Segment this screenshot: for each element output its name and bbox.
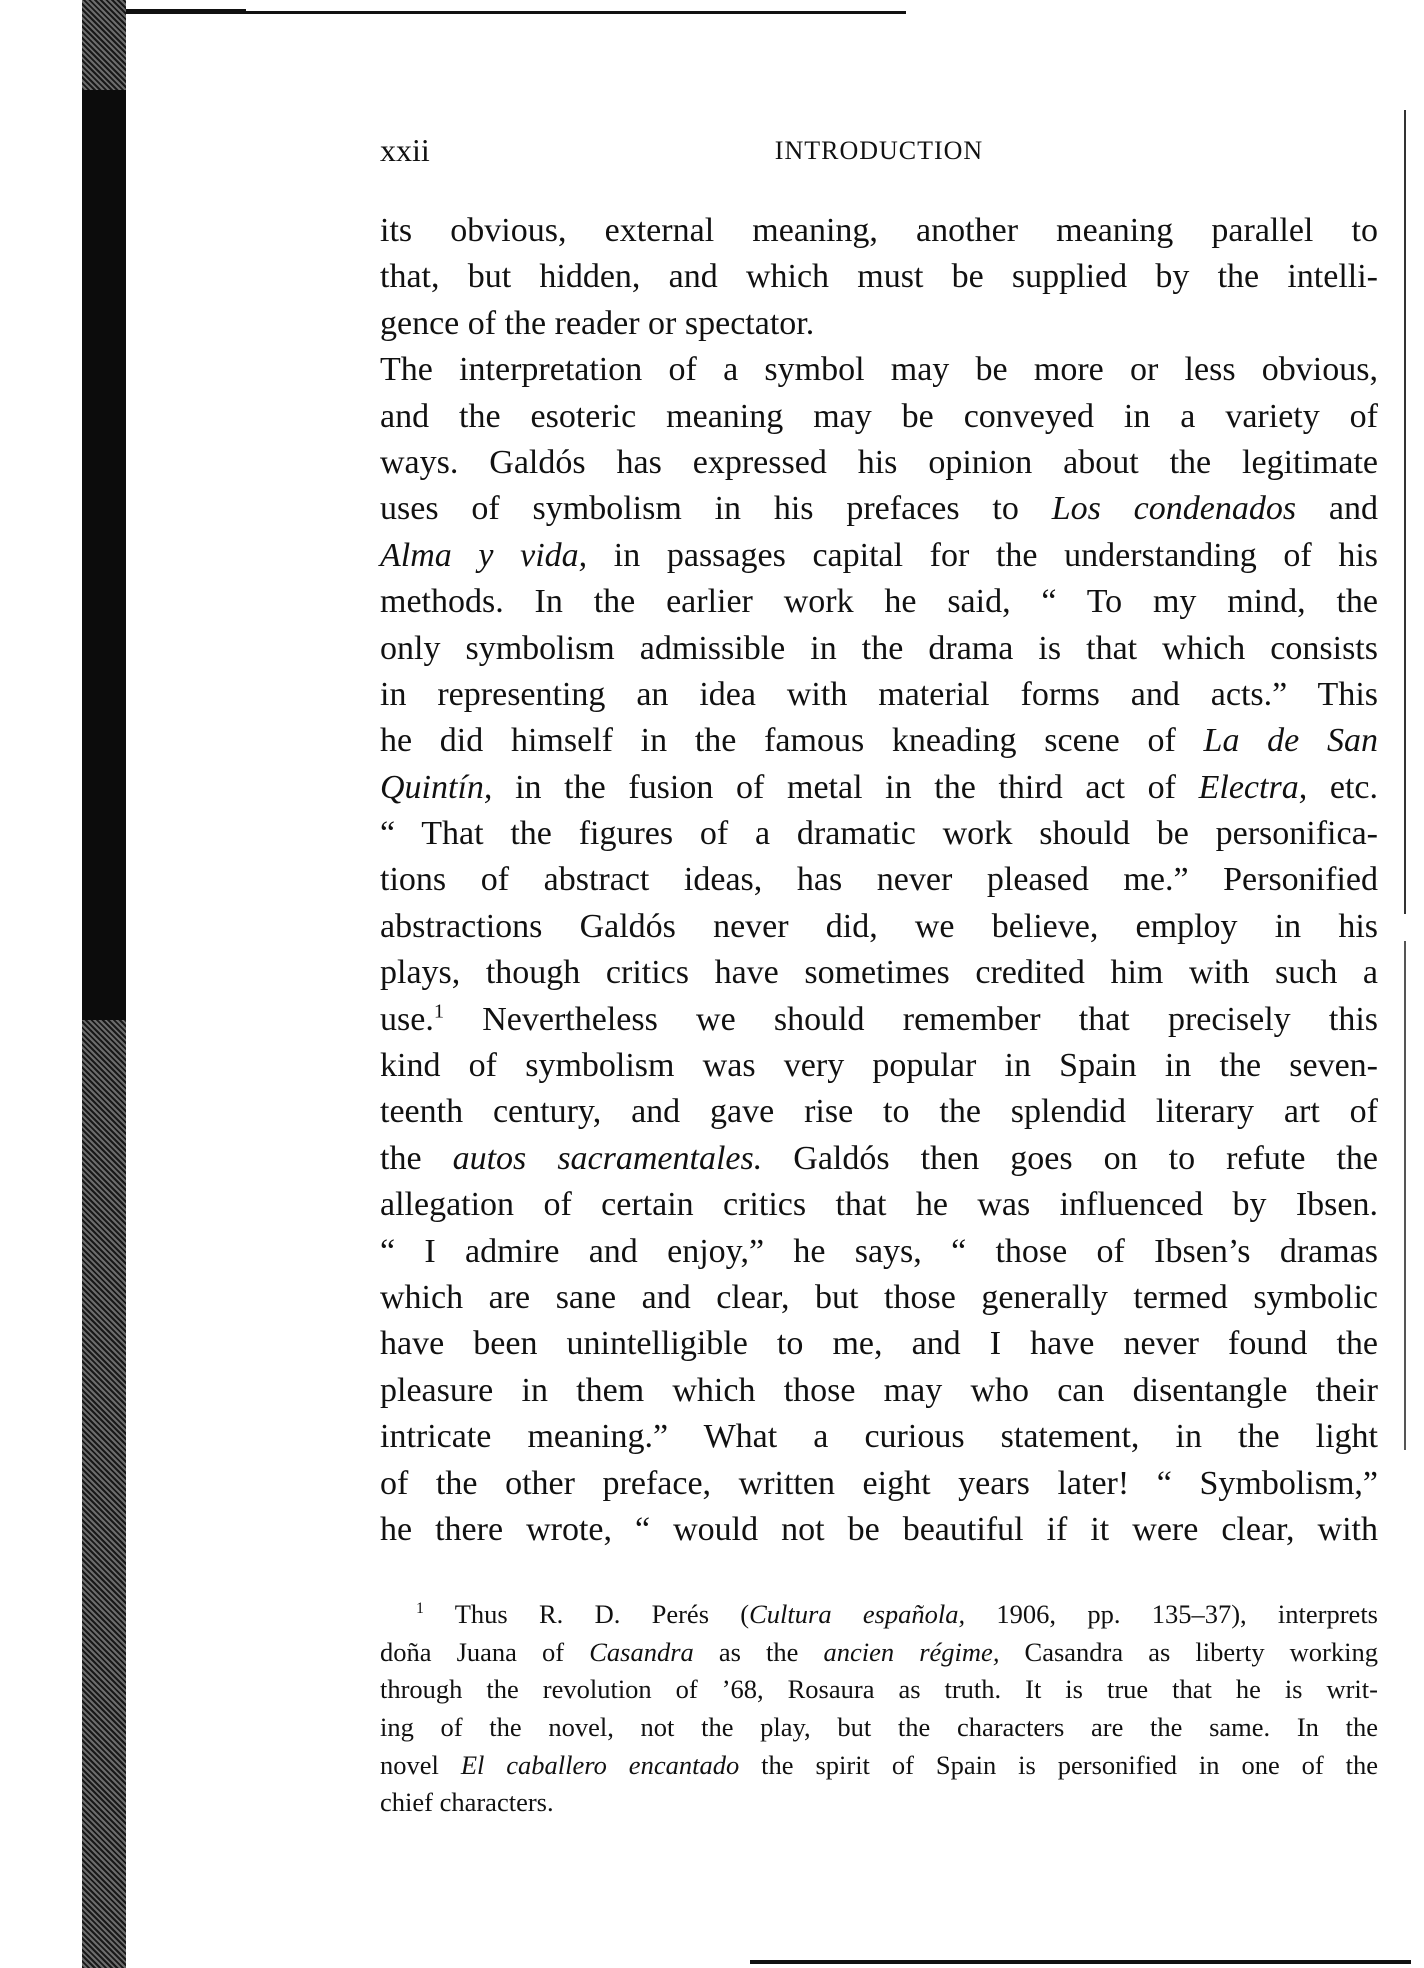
text-line — [380, 1043, 1378, 1089]
text-line — [380, 857, 1378, 903]
text-run: which are sane and clear, but those generally termed symbolic — [380, 1278, 1378, 1316]
text-run: tions of abstract ideas, has never pleased me.” Personified — [380, 861, 1378, 899]
text-run: ways. Galdós has expressed his opinion about the legitimate — [380, 443, 1378, 481]
text-run: methods. In the earlier work he said, “ To my mind, the — [380, 583, 1378, 621]
text-line — [380, 811, 1378, 857]
text-run: Thus R. D. Perés ( — [423, 1599, 750, 1629]
text-line — [380, 208, 1378, 254]
text-line — [380, 626, 1378, 672]
scan-noise — [82, 1020, 126, 1968]
text-run: of the other preface, written eight years later! “ Symbolism,” — [380, 1464, 1378, 1502]
scan-binding-edge — [82, 0, 126, 1968]
text-run: he there wrote, “ would not be beautiful if it were clear, with — [380, 1510, 1378, 1548]
text-line — [380, 394, 1378, 440]
text-line — [380, 254, 1378, 300]
text-run: he did himself in the famous kneading scene of — [380, 722, 1204, 760]
italic-title: Cultura española, — [749, 1599, 966, 1629]
text-run: uses of symbolism in his prefaces to — [380, 490, 1052, 528]
scan-edge-line — [750, 1960, 1411, 1964]
page-header — [380, 132, 1378, 172]
text-run: pleasure in them which those may who can disentangle their — [380, 1371, 1378, 1409]
text-run: plays, though critics have sometimes credited him with such a — [380, 954, 1378, 992]
footnote — [380, 1596, 1378, 1822]
text-line — [380, 579, 1378, 625]
text-run: that, but hidden, and which must be supplied by the intelli- — [380, 258, 1378, 296]
italic-title: Quintín, — [380, 768, 493, 806]
italic-title: El caballero encantado — [460, 1749, 740, 1780]
text-run: “ That the figures of a dramatic work should be personifica- — [380, 815, 1378, 853]
footnote-marker: 1 — [433, 1000, 445, 1023]
text-run: Nevertheless we should remember that precisely this — [444, 1000, 1378, 1038]
text-run: have been unintelligible to me, and I have never found the — [380, 1325, 1378, 1363]
text-line — [380, 533, 1378, 579]
text-run: etc. — [1307, 768, 1378, 806]
text-line — [380, 997, 1378, 1043]
text-line — [380, 1136, 1378, 1182]
text-run: and the esoteric meaning may be conveyed in a variety of — [380, 397, 1378, 435]
text-line — [380, 1368, 1378, 1414]
italic-title: autos sacramentales. — [452, 1139, 763, 1177]
italic-title: La de San — [1203, 722, 1378, 760]
text-run: teenth century, and gave rise to the splendid literary art of — [380, 1093, 1378, 1131]
text-line — [380, 950, 1378, 996]
footnote-line — [380, 1784, 1378, 1822]
text-line — [380, 440, 1378, 486]
text-run: allegation of certain critics that he was influenced by Ibsen. — [380, 1186, 1378, 1224]
text-run: through the revolution of ’68, Rosaura as truth. It is true that he is writ- — [380, 1674, 1378, 1705]
italic-title: Alma y vida, — [380, 536, 588, 574]
italic-title: Electra, — [1198, 768, 1308, 806]
text-run: chief characters. — [380, 1787, 554, 1818]
italic-title: Los condenados — [1051, 490, 1297, 528]
text-run: the spirit of Spain is personified in one of the — [739, 1749, 1379, 1780]
text-run: 1906, pp. 135–37), interprets — [965, 1599, 1378, 1629]
text-line — [380, 486, 1378, 532]
text-run: the — [380, 1139, 453, 1177]
text-run: in passages capital for the understanding of his — [587, 536, 1378, 574]
text-run: as the — [693, 1636, 824, 1667]
text-run: only symbolism admissible in the drama is that which consists — [380, 629, 1378, 667]
text-line — [380, 1089, 1378, 1135]
footnote-line — [380, 1671, 1378, 1709]
text-run: use. — [380, 1000, 434, 1038]
text-run: “ I admire and enjoy,” he says, “ those of Ibsen’s dramas — [380, 1232, 1378, 1270]
body-text — [380, 208, 1378, 1553]
text-run: The interpretation of a symbol may be more or less obvious, — [380, 351, 1378, 389]
text-run: Galdós then goes on to refute the — [762, 1139, 1378, 1177]
footnote-marker: 1 — [416, 1600, 424, 1618]
text-line — [380, 718, 1378, 764]
running-head: INTRODUCTION — [774, 136, 984, 165]
text-run: and — [1296, 490, 1379, 528]
footnote-line — [380, 1634, 1378, 1672]
text-run: intricate meaning.” What a curious statement, in the light — [380, 1418, 1378, 1456]
italic-title: Casandra — [589, 1636, 694, 1667]
page-number: xxii — [380, 132, 430, 168]
text-run: its obvious, external meaning, another meaning parallel to — [380, 212, 1378, 249]
text-line — [380, 904, 1378, 950]
text-run: in representing an idea with material forms and acts.” This — [380, 675, 1378, 713]
text-line — [380, 1507, 1378, 1553]
text-run: abstractions Galdós never did, we believe, employ in his — [380, 907, 1378, 945]
italic-title: ancien régime, — [823, 1636, 1000, 1667]
text-run: gence of the reader or spectator. — [380, 304, 815, 342]
text-line — [380, 765, 1378, 811]
scan-edge-line — [1404, 110, 1406, 1450]
text-run: Casandra as liberty working — [999, 1636, 1378, 1667]
footnote-line — [380, 1747, 1378, 1785]
text-run: doña Juana of — [380, 1636, 590, 1667]
footnote-line — [380, 1709, 1378, 1747]
text-run: kind of symbolism was very popular in Spain in the seven- — [380, 1047, 1378, 1085]
footnote-line — [380, 1596, 1378, 1634]
text-run: in the fusion of metal in the third act of — [492, 768, 1199, 806]
text-line — [380, 672, 1378, 718]
text-line — [380, 347, 1378, 393]
scan-noise — [82, 0, 126, 90]
text-line — [380, 1229, 1378, 1275]
text-line — [380, 301, 1378, 347]
scan-edge-line — [176, 11, 906, 14]
text-line — [380, 1182, 1378, 1228]
text-line — [380, 1461, 1378, 1507]
text-run: ing of the novel, not the play, but the characters are the same. In the — [380, 1712, 1378, 1743]
text-run: novel — [380, 1749, 461, 1780]
text-line — [380, 1275, 1378, 1321]
text-line — [380, 1414, 1378, 1460]
text-line — [380, 1321, 1378, 1367]
